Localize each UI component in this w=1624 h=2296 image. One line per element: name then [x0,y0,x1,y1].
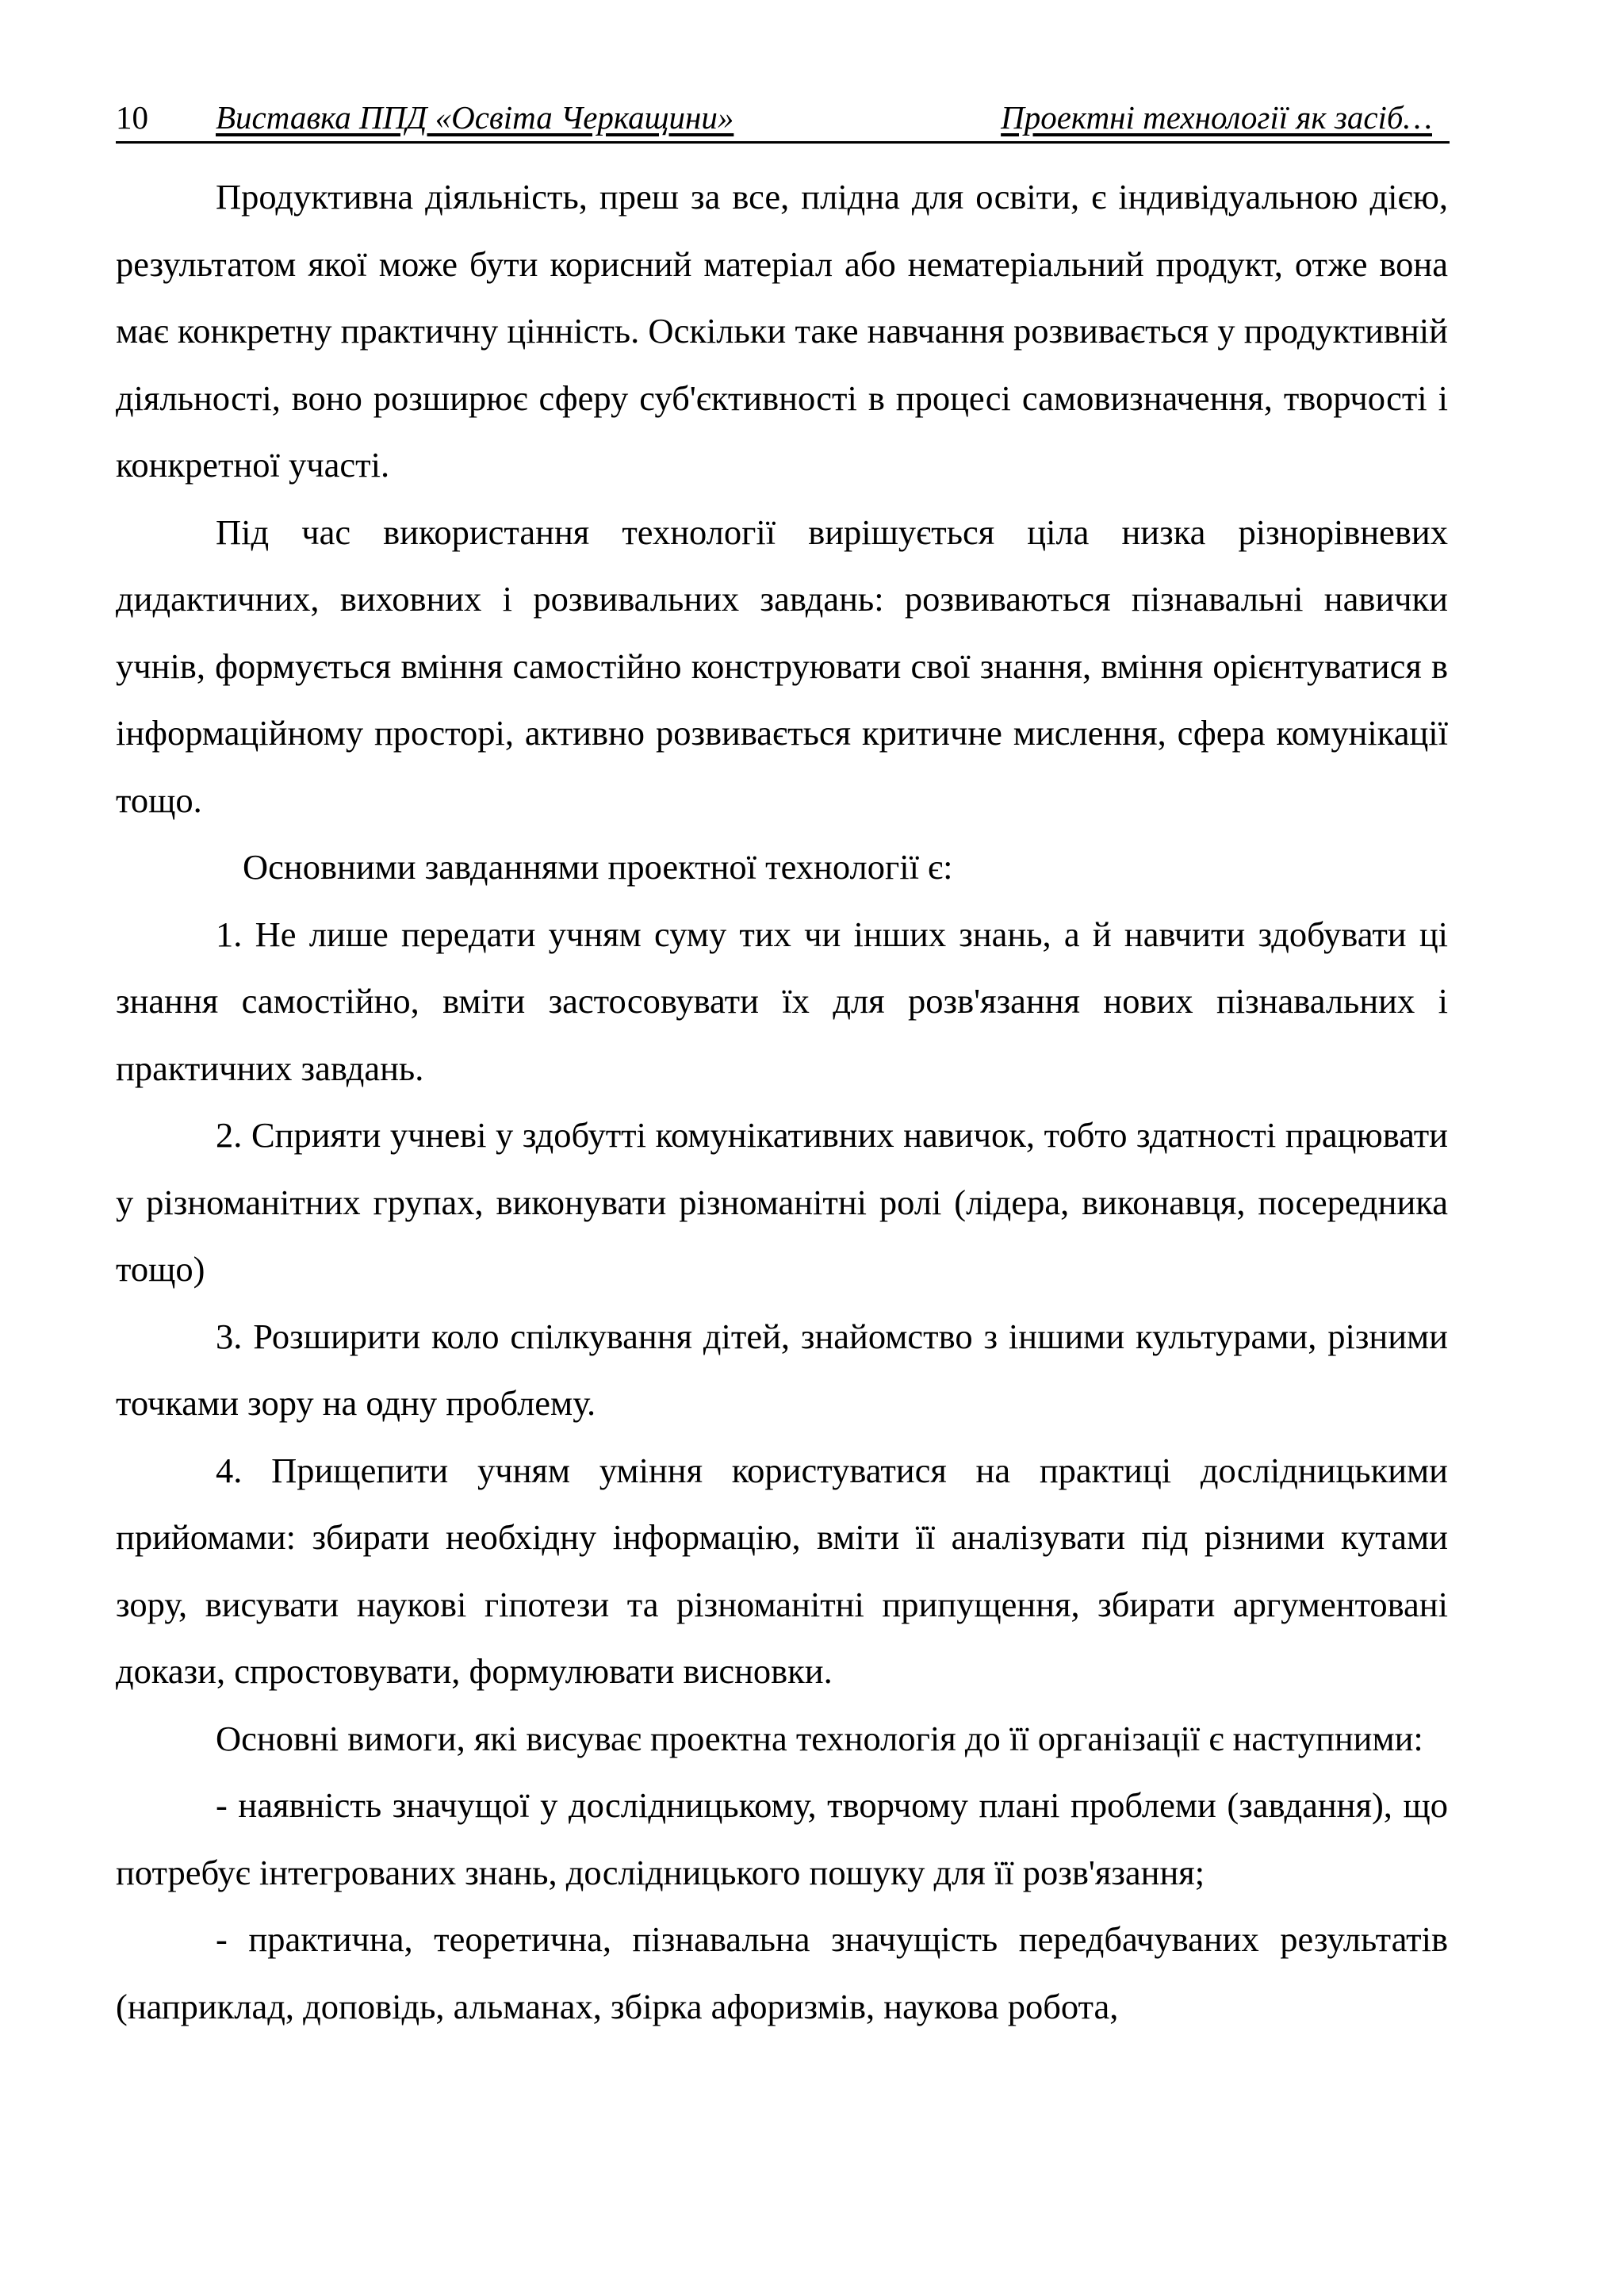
list-item: 3. Розширити коло спілкування дітей, знайомство з іншими культурами, різними точками зору на одну проблему. [116,1316,1448,1423]
paragraph: Під час використання технології вирішується ціла низка різнорівневих дидактичних, виховних і розвивальних завдань: розвиваються пізнавальні навички учнів, формується вміння самостійно конструювати свої знання, вміння орієнтуватися в інформаційному просторі, активно розвивається критичне мислення, сфера комунікації тощо. [116,512,1448,820]
list-item: 1. Не лише передати учням суму тих чи інших знань, а й навчити здобувати ці знання самостійно, вміти застосовувати їх для розв'язання нових пізнавальних і практичних завдань. [116,914,1448,1088]
header-right-title: Проектні технології як засіб… [1001,99,1432,136]
header-left-title: Виставка ППД «Освіта Черкащини» [216,99,734,136]
paragraph: Основні вимоги, які висуває проектна технологія до її організації є наступними: [216,1718,1423,1758]
list-item: 2. Сприяти учневі у здобутті комунікативних навичок, тобто здатності працювати у різноманітних групах, виконувати різноманітні ролі (лідера, виконавця, посередника тощо) [116,1115,1448,1289]
page-number: 10 [116,99,148,136]
list-item: 4. Прищепити учням уміння користуватися на практиці дослідницькими прийомами: збирати необхідну інформацію, вміти її аналізувати під різними кутами зору, висувати наукові гіпотези та різноманітні припущення, збирати аргументовані докази, спростовувати, формулювати висновки. [116,1450,1448,1691]
paragraph: Продуктивна діяльність, преш за все, плідна для освіти, є індивідуальною дією, результатом якої може бути корисний матеріал або нематеріальний продукт, отже вона має конкретну практичну цінність. Оскільки таке навчання розвивається у продуктивній діяльності, воно розширює сферу суб'єктивності в процесі самовизначення, творчості і конкретної участі. [116,177,1448,485]
body-text [116,163,1448,2040]
list-item: - наявність значущої у дослідницькому, творчому плані проблеми (завдання), що потребує інтегрованих знань, дослідницького пошуку для її розв'язання; [116,1785,1448,1892]
paragraph: Основними завданнями проектної технології є: [243,847,953,887]
list-item: - практична, теоретична, пізнавальна значущість передбачуваних результатів (наприклад, доповідь, альманах, збірка афоризмів, наукова робота, [116,1919,1448,2026]
page-header [116,94,1450,144]
